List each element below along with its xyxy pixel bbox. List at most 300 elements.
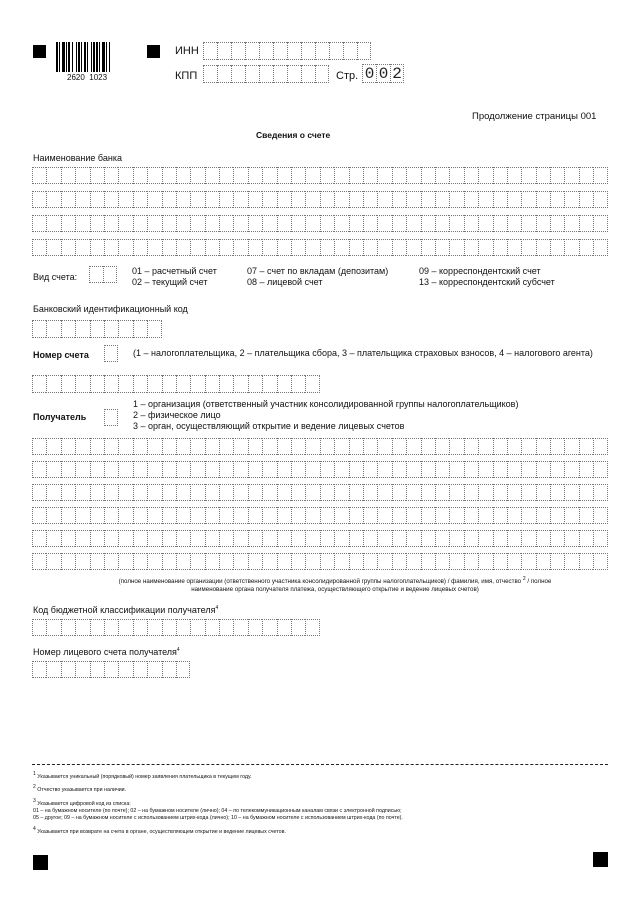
account-number-field[interactable] xyxy=(32,375,320,393)
entry-cell[interactable] xyxy=(61,484,75,501)
bik-field[interactable] xyxy=(32,320,162,338)
entry-cell[interactable] xyxy=(61,191,75,208)
entry-cell[interactable] xyxy=(90,461,104,478)
entry-cell[interactable] xyxy=(46,553,60,570)
entry-cell[interactable] xyxy=(363,215,377,232)
entry-cell[interactable] xyxy=(334,553,348,570)
entry-cell[interactable] xyxy=(435,167,449,184)
entry-cell[interactable] xyxy=(305,215,319,232)
entry-cell[interactable] xyxy=(61,530,75,547)
entry-cell[interactable] xyxy=(449,239,463,256)
entry-cell[interactable] xyxy=(248,619,262,636)
entry-cell[interactable] xyxy=(104,215,118,232)
entry-cell[interactable] xyxy=(147,484,161,501)
entry-cell[interactable] xyxy=(104,484,118,501)
entry-cell[interactable] xyxy=(593,438,607,455)
entry-cell[interactable] xyxy=(464,484,478,501)
entry-cell[interactable] xyxy=(89,266,103,283)
entry-cell[interactable] xyxy=(421,167,435,184)
entry-cell[interactable] xyxy=(521,507,535,524)
entry-cell[interactable] xyxy=(262,461,276,478)
entry-cell[interactable] xyxy=(305,191,319,208)
bank-name-row-2[interactable] xyxy=(32,191,608,208)
entry-cell[interactable] xyxy=(550,530,564,547)
entry-cell[interactable] xyxy=(32,167,46,184)
entry-cell[interactable] xyxy=(521,530,535,547)
entry-cell[interactable] xyxy=(564,167,578,184)
entry-cell[interactable] xyxy=(61,320,75,338)
entry-cell[interactable] xyxy=(277,438,291,455)
entry-cell[interactable] xyxy=(305,239,319,256)
entry-cell[interactable] xyxy=(133,553,147,570)
entry-cell[interactable] xyxy=(593,239,607,256)
entry-cell[interactable] xyxy=(363,167,377,184)
entry-cell[interactable] xyxy=(421,191,435,208)
entry-cell[interactable] xyxy=(435,215,449,232)
entry-cell[interactable] xyxy=(449,215,463,232)
entry-cell[interactable] xyxy=(478,191,492,208)
entry-cell[interactable] xyxy=(363,553,377,570)
bank-name-row-3[interactable] xyxy=(32,215,608,232)
entry-cell[interactable] xyxy=(176,239,190,256)
entry-cell[interactable] xyxy=(118,530,132,547)
entry-cell[interactable] xyxy=(233,375,247,393)
entry-cell[interactable] xyxy=(536,239,550,256)
entry-cell[interactable] xyxy=(75,438,89,455)
entry-cell[interactable] xyxy=(118,375,132,393)
entry-cell[interactable] xyxy=(564,438,578,455)
entry-cell[interactable] xyxy=(231,65,245,83)
entry-cell[interactable] xyxy=(32,553,46,570)
entry-cell[interactable] xyxy=(162,167,176,184)
entry-cell[interactable] xyxy=(219,191,233,208)
entry-cell[interactable] xyxy=(363,461,377,478)
entry-cell[interactable] xyxy=(291,438,305,455)
entry-cell[interactable] xyxy=(233,484,247,501)
entry-cell[interactable] xyxy=(118,320,132,338)
entry-cell[interactable] xyxy=(464,215,478,232)
entry-cell[interactable] xyxy=(46,484,60,501)
entry-cell[interactable] xyxy=(392,167,406,184)
entry-cell[interactable] xyxy=(190,484,204,501)
entry-cell[interactable] xyxy=(219,507,233,524)
entry-cell[interactable] xyxy=(104,409,118,426)
entry-cell[interactable] xyxy=(435,507,449,524)
entry-cell[interactable] xyxy=(493,215,507,232)
entry-cell[interactable] xyxy=(579,215,593,232)
entry-cell[interactable] xyxy=(32,215,46,232)
entry-cell[interactable] xyxy=(493,484,507,501)
entry-cell[interactable] xyxy=(536,553,550,570)
entry-cell[interactable] xyxy=(287,65,301,83)
entry-cell[interactable] xyxy=(233,215,247,232)
recipient-name-row-4[interactable] xyxy=(32,507,608,524)
entry-cell[interactable] xyxy=(507,484,521,501)
entry-cell[interactable] xyxy=(349,507,363,524)
entry-cell[interactable] xyxy=(133,167,147,184)
entry-cell[interactable] xyxy=(219,438,233,455)
entry-cell[interactable] xyxy=(147,530,161,547)
entry-cell[interactable] xyxy=(305,507,319,524)
recipient-name-row-5[interactable] xyxy=(32,530,608,547)
entry-cell[interactable] xyxy=(305,375,319,393)
entry-cell[interactable] xyxy=(104,661,118,678)
entry-cell[interactable] xyxy=(301,65,315,83)
entry-cell[interactable] xyxy=(248,530,262,547)
entry-cell[interactable] xyxy=(377,191,391,208)
entry-cell[interactable] xyxy=(32,375,46,393)
entry-cell[interactable] xyxy=(104,507,118,524)
entry-cell[interactable] xyxy=(291,375,305,393)
entry-cell[interactable] xyxy=(320,461,334,478)
entry-cell[interactable] xyxy=(507,438,521,455)
entry-cell[interactable] xyxy=(343,42,357,60)
entry-cell[interactable] xyxy=(245,65,259,83)
recipient-type-field[interactable] xyxy=(104,409,118,426)
entry-cell[interactable] xyxy=(32,461,46,478)
entry-cell[interactable] xyxy=(75,461,89,478)
entry-cell[interactable] xyxy=(61,619,75,636)
entry-cell[interactable] xyxy=(291,484,305,501)
entry-cell[interactable] xyxy=(406,438,420,455)
entry-cell[interactable] xyxy=(262,215,276,232)
entry-cell[interactable] xyxy=(147,553,161,570)
entry-cell[interactable] xyxy=(61,461,75,478)
personal-account-field[interactable] xyxy=(32,661,190,678)
entry-cell[interactable] xyxy=(104,239,118,256)
entry-cell[interactable] xyxy=(363,507,377,524)
entry-cell[interactable] xyxy=(435,239,449,256)
entry-cell[interactable] xyxy=(190,461,204,478)
entry-cell[interactable] xyxy=(147,461,161,478)
entry-cell[interactable] xyxy=(521,553,535,570)
entry-cell[interactable] xyxy=(464,507,478,524)
entry-cell[interactable] xyxy=(392,191,406,208)
entry-cell[interactable] xyxy=(550,167,564,184)
entry-cell[interactable] xyxy=(104,530,118,547)
entry-cell[interactable] xyxy=(449,484,463,501)
entry-cell[interactable] xyxy=(90,661,104,678)
entry-cell[interactable] xyxy=(392,484,406,501)
entry-cell[interactable] xyxy=(363,530,377,547)
entry-cell[interactable] xyxy=(46,461,60,478)
entry-cell[interactable] xyxy=(205,461,219,478)
entry-cell[interactable] xyxy=(406,239,420,256)
entry-cell[interactable] xyxy=(205,191,219,208)
entry-cell[interactable] xyxy=(133,507,147,524)
entry-cell[interactable] xyxy=(162,619,176,636)
entry-cell[interactable] xyxy=(305,530,319,547)
entry-cell[interactable] xyxy=(305,438,319,455)
entry-cell[interactable] xyxy=(176,167,190,184)
entry-cell[interactable] xyxy=(593,553,607,570)
entry-cell[interactable] xyxy=(305,167,319,184)
entry-cell[interactable] xyxy=(205,375,219,393)
entry-cell[interactable] xyxy=(133,191,147,208)
entry-cell[interactable] xyxy=(406,553,420,570)
entry-cell[interactable] xyxy=(550,553,564,570)
entry-cell[interactable] xyxy=(190,553,204,570)
entry-cell[interactable] xyxy=(320,553,334,570)
entry-cell[interactable] xyxy=(536,438,550,455)
entry-cell[interactable] xyxy=(291,461,305,478)
entry-cell[interactable] xyxy=(219,461,233,478)
entry-cell[interactable] xyxy=(147,320,161,338)
entry-cell[interactable] xyxy=(190,619,204,636)
entry-cell[interactable] xyxy=(90,215,104,232)
entry-cell[interactable] xyxy=(478,530,492,547)
entry-cell[interactable] xyxy=(392,507,406,524)
entry-cell[interactable] xyxy=(315,42,329,60)
entry-cell[interactable] xyxy=(406,191,420,208)
entry-cell[interactable] xyxy=(536,530,550,547)
entry-cell[interactable] xyxy=(564,553,578,570)
entry-cell[interactable] xyxy=(320,484,334,501)
entry-cell[interactable] xyxy=(320,191,334,208)
entry-cell[interactable] xyxy=(305,461,319,478)
entry-cell[interactable] xyxy=(435,553,449,570)
entry-cell[interactable] xyxy=(61,239,75,256)
entry-cell[interactable] xyxy=(277,619,291,636)
entry-cell[interactable] xyxy=(176,619,190,636)
entry-cell[interactable] xyxy=(521,215,535,232)
entry-cell[interactable] xyxy=(176,215,190,232)
entry-cell[interactable] xyxy=(291,191,305,208)
entry-cell[interactable] xyxy=(133,320,147,338)
entry-cell[interactable] xyxy=(493,530,507,547)
entry-cell[interactable] xyxy=(334,239,348,256)
entry-cell[interactable] xyxy=(579,507,593,524)
entry-cell[interactable] xyxy=(262,191,276,208)
entry-cell[interactable] xyxy=(277,191,291,208)
entry-cell[interactable] xyxy=(46,320,60,338)
entry-cell[interactable] xyxy=(536,191,550,208)
entry-cell[interactable] xyxy=(291,619,305,636)
entry-cell[interactable] xyxy=(277,530,291,547)
entry-cell[interactable] xyxy=(392,438,406,455)
entry-cell[interactable] xyxy=(75,553,89,570)
entry-cell[interactable] xyxy=(190,191,204,208)
entry-cell[interactable] xyxy=(190,438,204,455)
entry-cell[interactable] xyxy=(435,191,449,208)
entry-cell[interactable] xyxy=(104,461,118,478)
entry-cell[interactable] xyxy=(75,215,89,232)
entry-cell[interactable] xyxy=(176,484,190,501)
entry-cell[interactable] xyxy=(133,484,147,501)
entry-cell[interactable] xyxy=(349,239,363,256)
entry-cell[interactable] xyxy=(219,484,233,501)
entry-cell[interactable] xyxy=(435,530,449,547)
entry-cell[interactable] xyxy=(579,530,593,547)
account-type-field[interactable] xyxy=(89,266,117,283)
entry-cell[interactable] xyxy=(277,461,291,478)
entry-cell[interactable] xyxy=(349,215,363,232)
entry-cell[interactable] xyxy=(377,507,391,524)
entry-cell[interactable] xyxy=(435,461,449,478)
entry-cell[interactable] xyxy=(205,167,219,184)
entry-cell[interactable] xyxy=(233,507,247,524)
entry-cell[interactable] xyxy=(133,239,147,256)
entry-cell[interactable] xyxy=(564,461,578,478)
entry-cell[interactable] xyxy=(262,438,276,455)
entry-cell[interactable] xyxy=(329,42,343,60)
entry-cell[interactable] xyxy=(273,42,287,60)
entry-cell[interactable] xyxy=(46,215,60,232)
entry-cell[interactable] xyxy=(32,507,46,524)
entry-cell[interactable] xyxy=(334,191,348,208)
entry-cell[interactable] xyxy=(464,553,478,570)
entry-cell[interactable] xyxy=(349,167,363,184)
entry-cell[interactable] xyxy=(349,461,363,478)
entry-cell[interactable] xyxy=(449,191,463,208)
bank-name-row-1[interactable] xyxy=(32,167,608,184)
entry-cell[interactable] xyxy=(32,320,46,338)
entry-cell[interactable] xyxy=(46,167,60,184)
entry-cell[interactable] xyxy=(162,438,176,455)
entry-cell[interactable] xyxy=(248,507,262,524)
entry-cell[interactable] xyxy=(392,215,406,232)
entry-cell[interactable] xyxy=(320,167,334,184)
entry-cell[interactable] xyxy=(90,320,104,338)
entry-cell[interactable] xyxy=(162,530,176,547)
entry-cell[interactable] xyxy=(550,239,564,256)
entry-cell[interactable] xyxy=(104,191,118,208)
entry-cell[interactable] xyxy=(147,375,161,393)
entry-cell[interactable] xyxy=(104,320,118,338)
entry-cell[interactable] xyxy=(277,553,291,570)
entry-cell[interactable] xyxy=(579,438,593,455)
entry-cell[interactable] xyxy=(291,530,305,547)
entry-cell[interactable] xyxy=(363,239,377,256)
entry-cell[interactable] xyxy=(564,239,578,256)
entry-cell[interactable] xyxy=(536,461,550,478)
entry-cell[interactable] xyxy=(133,530,147,547)
entry-cell[interactable] xyxy=(579,167,593,184)
entry-cell[interactable] xyxy=(349,530,363,547)
bank-name-row-4[interactable] xyxy=(32,239,608,256)
entry-cell[interactable] xyxy=(162,215,176,232)
entry-cell[interactable] xyxy=(564,191,578,208)
entry-cell[interactable] xyxy=(162,553,176,570)
entry-cell[interactable] xyxy=(536,167,550,184)
recipient-name-row-6[interactable] xyxy=(32,553,608,570)
entry-cell[interactable] xyxy=(334,438,348,455)
entry-cell[interactable] xyxy=(579,484,593,501)
entry-cell[interactable] xyxy=(349,553,363,570)
entry-cell[interactable] xyxy=(478,167,492,184)
entry-cell[interactable] xyxy=(493,507,507,524)
entry-cell[interactable] xyxy=(118,507,132,524)
entry-cell[interactable] xyxy=(349,191,363,208)
entry-cell[interactable] xyxy=(233,239,247,256)
entry-cell[interactable] xyxy=(90,191,104,208)
entry-cell[interactable] xyxy=(32,530,46,547)
entry-cell[interactable] xyxy=(478,553,492,570)
entry-cell[interactable] xyxy=(291,215,305,232)
entry-cell[interactable] xyxy=(61,215,75,232)
entry-cell[interactable] xyxy=(406,530,420,547)
entry-cell[interactable] xyxy=(593,191,607,208)
entry-cell[interactable] xyxy=(349,438,363,455)
entry-cell[interactable] xyxy=(377,484,391,501)
entry-cell[interactable] xyxy=(406,167,420,184)
entry-cell[interactable] xyxy=(521,484,535,501)
entry-cell[interactable] xyxy=(421,553,435,570)
entry-cell[interactable] xyxy=(176,461,190,478)
entry-cell[interactable] xyxy=(262,484,276,501)
entry-cell[interactable] xyxy=(248,438,262,455)
entry-cell[interactable] xyxy=(305,619,319,636)
entry-cell[interactable] xyxy=(564,530,578,547)
entry-cell[interactable] xyxy=(219,553,233,570)
entry-cell[interactable] xyxy=(291,167,305,184)
entry-cell[interactable] xyxy=(507,530,521,547)
entry-cell[interactable] xyxy=(248,484,262,501)
kbk-field[interactable] xyxy=(32,619,320,636)
entry-cell[interactable] xyxy=(233,191,247,208)
entry-cell[interactable] xyxy=(205,215,219,232)
entry-cell[interactable] xyxy=(593,167,607,184)
entry-cell[interactable] xyxy=(550,191,564,208)
entry-cell[interactable] xyxy=(287,42,301,60)
entry-cell[interactable] xyxy=(205,239,219,256)
entry-cell[interactable] xyxy=(90,375,104,393)
entry-cell[interactable] xyxy=(536,215,550,232)
entry-cell[interactable] xyxy=(133,619,147,636)
entry-cell[interactable] xyxy=(349,484,363,501)
entry-cell[interactable] xyxy=(46,619,60,636)
entry-cell[interactable] xyxy=(478,438,492,455)
entry-cell[interactable] xyxy=(478,461,492,478)
entry-cell[interactable] xyxy=(320,215,334,232)
entry-cell[interactable] xyxy=(320,438,334,455)
entry-cell[interactable] xyxy=(176,438,190,455)
entry-cell[interactable] xyxy=(277,167,291,184)
entry-cell[interactable] xyxy=(564,507,578,524)
entry-cell[interactable] xyxy=(262,530,276,547)
entry-cell[interactable] xyxy=(190,507,204,524)
entry-cell[interactable] xyxy=(464,530,478,547)
entry-cell[interactable] xyxy=(104,345,118,362)
entry-cell[interactable] xyxy=(248,461,262,478)
entry-cell[interactable] xyxy=(46,507,60,524)
entry-cell[interactable] xyxy=(521,461,535,478)
entry-cell[interactable] xyxy=(190,239,204,256)
entry-cell[interactable] xyxy=(377,239,391,256)
entry-cell[interactable] xyxy=(147,619,161,636)
entry-cell[interactable] xyxy=(357,42,371,60)
entry-cell[interactable] xyxy=(363,438,377,455)
entry-cell[interactable] xyxy=(449,438,463,455)
entry-cell[interactable] xyxy=(449,507,463,524)
entry-cell[interactable] xyxy=(233,461,247,478)
entry-cell[interactable] xyxy=(579,239,593,256)
entry-cell[interactable] xyxy=(334,530,348,547)
entry-cell[interactable] xyxy=(32,438,46,455)
entry-cell[interactable] xyxy=(147,661,161,678)
entry-cell[interactable] xyxy=(550,215,564,232)
entry-cell[interactable] xyxy=(46,530,60,547)
entry-cell[interactable] xyxy=(75,320,89,338)
entry-cell[interactable] xyxy=(147,239,161,256)
entry-cell[interactable] xyxy=(205,438,219,455)
entry-cell[interactable] xyxy=(162,239,176,256)
entry-cell[interactable] xyxy=(217,42,231,60)
entry-cell[interactable] xyxy=(133,375,147,393)
entry-cell[interactable] xyxy=(217,65,231,83)
entry-cell[interactable] xyxy=(392,239,406,256)
entry-cell[interactable] xyxy=(133,215,147,232)
